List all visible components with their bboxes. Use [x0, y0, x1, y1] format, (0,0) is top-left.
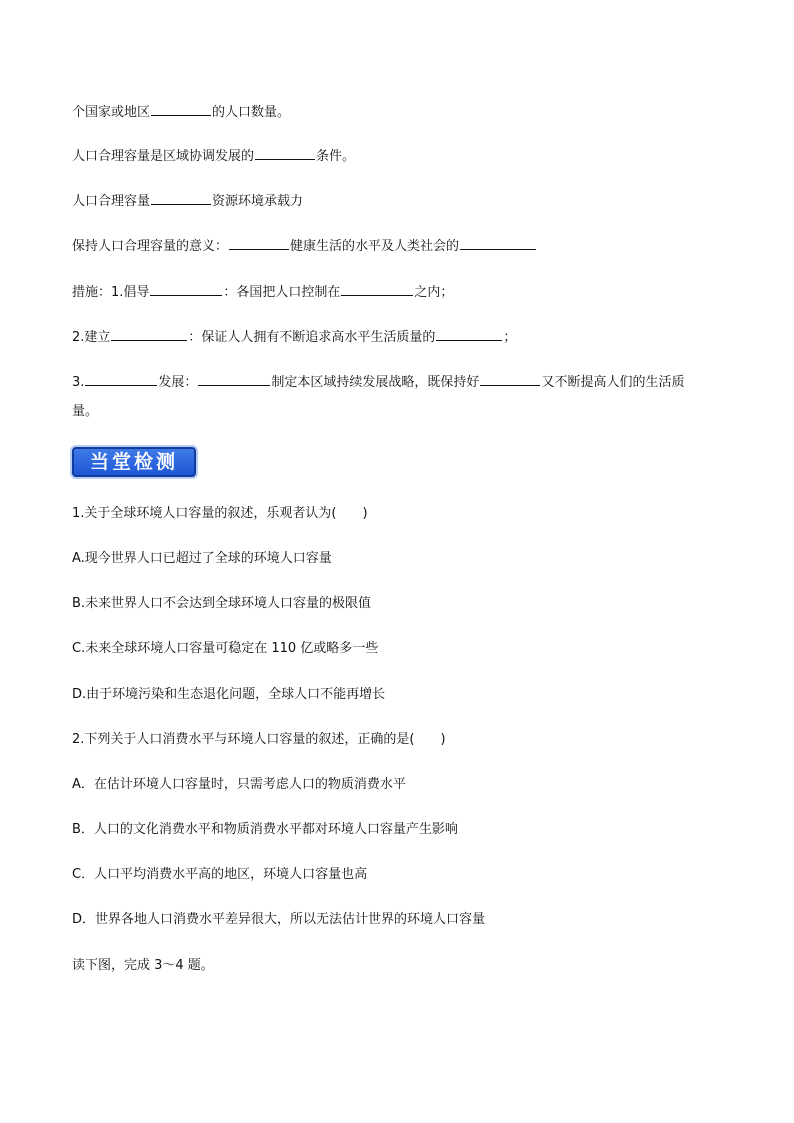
answer-blank[interactable]	[229, 237, 289, 250]
fill-line-4: 保持人口合理容量的意义： 健康生活的水平及人类社会的	[72, 237, 537, 256]
answer-blank[interactable]	[436, 328, 502, 341]
question-1-option-a[interactable]: A.现今世界人口已超过了全球的环境人口容量	[72, 551, 332, 566]
answer-blank[interactable]	[480, 373, 540, 386]
fill-line-1: 个国家或地区 的人口数量。	[72, 105, 291, 120]
answer-blank[interactable]	[198, 373, 270, 386]
fill-line-6: 2.建立 ：保证人人拥有不断追求高水平生活质量的 ；	[72, 330, 517, 345]
answer-blank[interactable]	[151, 103, 211, 116]
answer-blank[interactable]	[151, 192, 211, 205]
fill-line-8: 量。	[72, 404, 99, 419]
fill-line-5: 措施：1.倡导 ：各国把人口控制在 之内；	[72, 285, 454, 300]
question-2-option-a[interactable]: A．在估计环境人口容量时，只需考虑人口的物质消费水平	[72, 777, 406, 792]
question-2-option-b[interactable]: B．人口的文化消费水平和物质消费水平都对环境人口容量产生影响	[72, 822, 458, 837]
answer-blank[interactable]	[460, 237, 536, 250]
question-1-option-d[interactable]: D.由于环境污染和生态退化问题，全球人口不能再增长	[72, 687, 386, 702]
question-2-option-c[interactable]: C．人口平均消费水平高的地区，环境人口容量也高	[72, 867, 368, 882]
section-title-badge: 当堂检测	[72, 447, 196, 477]
question-1-option-c[interactable]: C.未来全球环境人口容量可稳定在 110 亿或略多一些	[72, 641, 379, 656]
read-figure-instruction: 读下图，完成 3～4 题。	[72, 958, 214, 973]
answer-blank[interactable]	[341, 283, 413, 296]
answer-blank[interactable]	[150, 283, 222, 296]
question-2-option-d[interactable]: D．世界各地人口消费水平差异很大，所以无法估计世界的环境人口容量	[72, 912, 486, 927]
answer-blank[interactable]	[111, 328, 187, 341]
fill-line-2: 人口合理容量是区域协调发展的 条件。	[72, 149, 356, 164]
answer-blank[interactable]	[85, 373, 157, 386]
question-1-option-b[interactable]: B.未来世界人口不会达到全球环境人口容量的极限值	[72, 596, 372, 611]
answer-blank[interactable]	[255, 147, 315, 160]
question-1-stem: 1.关于全球环境人口容量的叙述，乐观者认为( )	[72, 506, 368, 521]
fill-line-7: 3. 发展： 制定本区域持续发展战略，既保持好 又不断提高人们的生活质	[72, 375, 685, 390]
fill-line-3: 人口合理容量 资源环境承载力	[72, 194, 304, 209]
question-2-stem: 2.下列关于人口消费水平与环境人口容量的叙述，正确的是( )	[72, 732, 446, 747]
